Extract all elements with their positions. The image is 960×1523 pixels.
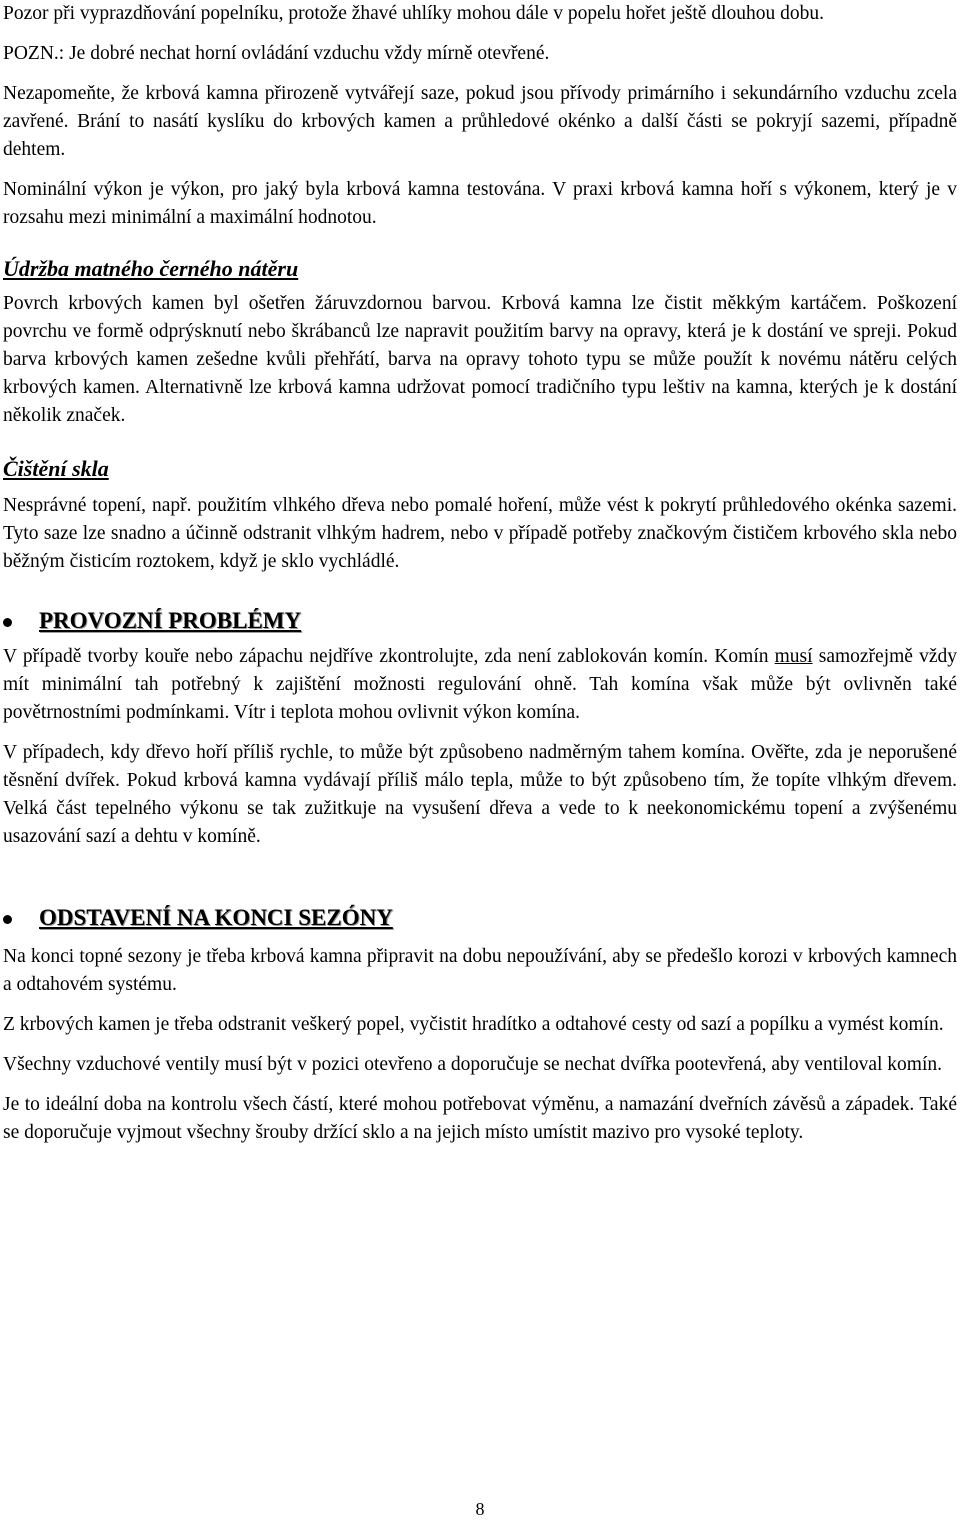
heading-operating-problems-text: PROVOZNÍ PROBLÉMY bbox=[39, 608, 302, 633]
bullet-icon bbox=[3, 915, 12, 924]
heading-glass-cleaning: Čištění skla bbox=[3, 456, 109, 481]
paragraph-burning-fast: V případech, kdy dřevo hoří příliš rychle, to může být způsobeno nadměrným tahem komína. Ověřte, zda je neporušené těsnění dvířek. Pokud krbová kamna vydávají příliš málo tepla, může to být způsobeno tím, že topíte vlhkým dřevem. Velká část tepelného výkonu se tak zužitkuje na vysušení dřeva a vede to k neekonomickému topení a zvýšenému usazování sazí a dehtu v komíně. bbox=[3, 742, 957, 847]
paragraph-soot: Nezapomeňte, že krbová kamna přirozeně vytvářejí saze, pokud jsou přívody primárního i sekundárního vzduchu zcela zavřené. Brání to nasátí kyslíku do krbových kamen a průhledové okénko a další části se pokryjí sazemi, případně dehtem. bbox=[3, 83, 957, 160]
paragraph-smoke-part-b: samozřejmě vždy mít minimální tah potřebný k zajištění možnosti regulování ohně. Tah komína však může být ovlivněn také povětrnostními podmínkami. Vítr i teplota mohou ovlivnit výkon komína. bbox=[3, 646, 957, 723]
paragraph-smoke-chimney bbox=[3, 643, 957, 727]
paragraph-ash-warning: Pozor při vyprazdňování popelníku, protože žhavé uhlíky mohou dále v popelu hořet ještě dlouhou dobu. bbox=[3, 3, 824, 24]
emphasis-must: musí bbox=[774, 646, 813, 667]
paragraph-glass-cleaning: Nesprávné topení, např. použitím vlhkého dřeva nebo pomalé hoření, může vést k pokrytí průhledového okénka sazemi. Tyto saze lze snadno a účinně odstranit vlhkým hadrem, nebo v případě potřeby značkovým čističem krbového skla nebo běžným čisticím roztokem, když je sklo vychládlé. bbox=[3, 495, 957, 572]
paragraph-inspection: Je to ideální doba na kontrolu všech částí, které mohou potřebovat výměnu, a namazání dveřních závěsů a západek. Také se doporučuje vyjmout všechny šrouby držící sklo a na jejich místo umístit mazivo pro vysoké teploty. bbox=[3, 1094, 957, 1143]
paragraph-note: POZN.: Je dobré nechat horní ovládání vzduchu vždy mírně otevřené. bbox=[3, 43, 550, 64]
bullet-icon bbox=[3, 618, 12, 627]
heading-season-end-text: ODSTAVENÍ NA KONCI SEZÓNY bbox=[39, 905, 393, 930]
paragraph-season-prepare: Na konci topné sezony je třeba krbová kamna připravit na dobu nepoužívání, aby se předešlo korozi v krbových kamnech a odtahovém systému. bbox=[3, 946, 957, 995]
paragraph-nominal-output: Nominální výkon je výkon, pro jaký byla krbová kamna testována. V praxi krbová kamna hoří s výkonem, který je v rozsahu mezi minimální a maximální hodnotou. bbox=[3, 179, 957, 228]
heading-paint-maintenance: Údržba matného černého nátěru bbox=[3, 256, 299, 281]
heading-season-end bbox=[3, 903, 957, 933]
paragraph-paint-maintenance: Povrch krbových kamen byl ošetřen žáruvzdornou barvou. Krbová kamna lze čistit měkkým kartáčem. Poškození povrchu ve formě odprýsknutí nebo škrábanců lze napravit použitím barvy na opravy, která je k dostání ve spreji. Pokud barva krbových kamen zešedne kvůli přehřátí, barva na opravy tohoto typu se může použít k novému nátěru celých krbových kamen. Alternativně lze krbová kamna udržovat pomocí tradičního typu leštiv na kamna, kterých je k dostání několik značek. bbox=[3, 293, 957, 426]
document-page bbox=[3, 0, 957, 1147]
paragraph-air-vents: Všechny vzduchové ventily musí být v pozici otevřeno a doporučuje se nechat dvířka pootevřená, aby ventiloval komín. bbox=[3, 1054, 942, 1075]
heading-operating-problems bbox=[3, 606, 957, 636]
paragraph-smoke-part-a: V případě tvorby kouře nebo zápachu nejdříve zkontrolujte, zda není zablokován komín. Komín bbox=[3, 646, 775, 667]
page-number: 8 bbox=[475, 1499, 485, 1519]
paragraph-remove-ash: Z krbových kamen je třeba odstranit veškerý popel, vyčistit hradítko a odtahové cesty od sazí a popílku a vymést komín. bbox=[3, 1014, 944, 1035]
